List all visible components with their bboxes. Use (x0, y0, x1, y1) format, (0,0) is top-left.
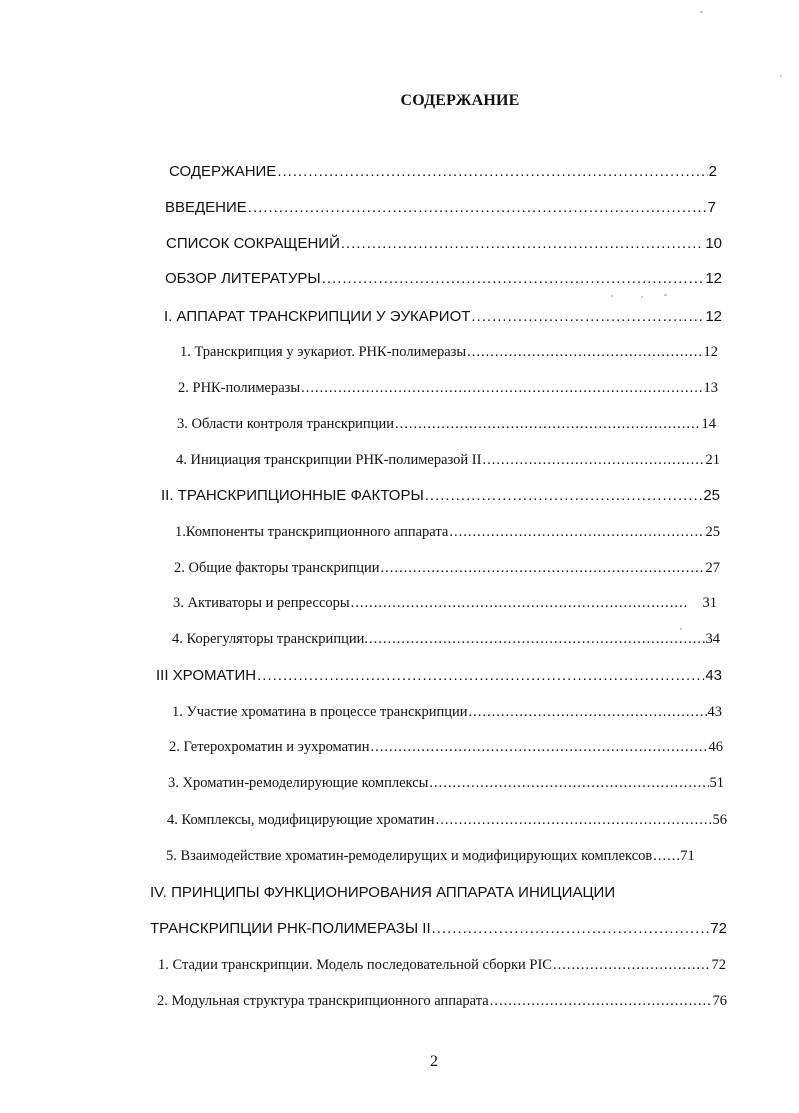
toc-entry (172, 704, 722, 726)
scan-speck (641, 296, 643, 298)
toc-entry (169, 163, 717, 185)
page-title: СОДЕРЖАНИЕ (400, 92, 520, 109)
toc-entry-label: 2. РНК-полимеразы (178, 380, 301, 396)
leader-dots (257, 667, 704, 684)
toc-entry-label: ОБЗОР ЛИТЕРАТУРЫ (165, 270, 321, 287)
toc-entry-page: 10 (705, 235, 722, 252)
toc-entry-label: 3. Хроматин-ремоделирующие комплексы (168, 775, 429, 791)
leader-dots (369, 631, 705, 648)
toc-entry-label: 2. Общие факторы транскрипции (174, 560, 380, 576)
toc-entry-label: 3. Области контроля транскрипции (177, 416, 394, 432)
scan-speck (780, 75, 782, 77)
toc-entry-page: 72 (711, 957, 726, 973)
toc-entry (161, 487, 720, 509)
toc-entry (174, 560, 720, 582)
toc-entry (156, 667, 722, 689)
leader-dots (469, 704, 707, 721)
toc-entry (180, 344, 718, 366)
toc-entry-page: 14 (701, 416, 716, 432)
toc-entry (158, 957, 726, 979)
toc-entry-page: 12 (703, 344, 718, 360)
toc-entry-page: 31 (702, 595, 717, 611)
page-number: 2 (430, 1053, 438, 1070)
toc-entry (175, 524, 720, 546)
toc-entry-page: 46 (708, 739, 723, 755)
leader-dots (341, 235, 704, 252)
toc-entry-page: 12 (705, 270, 722, 287)
scan-speck (680, 628, 682, 630)
toc-entry-page: 25 (705, 524, 720, 540)
leader-dots (467, 344, 702, 361)
toc-entry (177, 416, 716, 438)
toc-entry-page: 56 (712, 812, 727, 828)
toc-entry-label: СОДЕРЖАНИЕ (169, 163, 277, 180)
toc-entry-label: III ХРОМАТИН (156, 667, 257, 684)
leader-dots (277, 163, 707, 180)
toc-entry (168, 775, 724, 797)
leader-dots (653, 848, 679, 865)
toc-entry-page: 76 (712, 993, 727, 1009)
leader-dots (395, 416, 701, 433)
leader-dots (371, 739, 708, 756)
toc-entry-page: 27 (705, 560, 720, 576)
toc-entry-page: 72 (710, 920, 727, 937)
leader-dots (425, 487, 703, 504)
toc-entry-page: 51 (709, 775, 724, 791)
leader-dots (436, 812, 712, 829)
toc-entry (150, 884, 710, 906)
toc-entry (172, 631, 720, 653)
leader-dots (248, 199, 707, 216)
toc-entry (167, 812, 727, 834)
leader-dots (429, 775, 708, 792)
toc-entry-page: 7 (707, 199, 716, 216)
leader-dots (449, 524, 704, 541)
toc-entry-page: 43 (707, 704, 722, 720)
toc-entry-label: 5. Взаимодействие хроматин-ремоделирущих и модифицирующих комплексов (166, 848, 653, 864)
toc-entry-label: ТРАНСКРИПЦИИ РНК-ПОЛИМЕРАЗЫ II (150, 920, 431, 937)
toc-entry (157, 993, 727, 1015)
toc-entry-label: 1. Участие хроматина в процессе транскрипции (172, 704, 468, 720)
toc-entry (169, 739, 723, 761)
toc-entry (178, 380, 718, 402)
toc-entry-label: 4. Корегуляторы транскрипции. (172, 631, 368, 647)
toc-entry-label: 1. Транскрипция у эукариот. РНК-полимеразы (180, 344, 467, 360)
toc-entry-label: IV. ПРИНЦИПЫ ФУНКЦИОНИРОВАНИЯ АППАРАТА ИНИЦИАЦИИ (150, 884, 616, 901)
toc-entry (166, 848, 733, 870)
toc-entry-page: 25 (703, 487, 720, 504)
toc-entry-label: 1. Стадии транскрипции. Модель последовательной сборки PIC (158, 957, 552, 973)
leader-dots (381, 560, 705, 577)
leader-dots (490, 993, 712, 1010)
toc-entry-label: 4. Комплексы, модифицирующие хроматин (167, 812, 435, 828)
toc-entry (150, 920, 727, 942)
toc-entry (165, 270, 722, 292)
toc-entry-label: СПИСОК СОКРАЩЕНИЙ (166, 235, 340, 252)
toc-entry (166, 235, 722, 257)
toc-entry-label: I. АППАРАТ ТРАНСКРИПЦИИ У ЭУКАРИОТ (164, 308, 471, 325)
leader-dots (553, 957, 711, 974)
toc-entry (165, 199, 716, 221)
toc-entry-page: 21 (705, 452, 720, 468)
toc-entry-page: 71 (680, 848, 695, 864)
toc-entry-page: 12 (705, 308, 722, 325)
leader-dots (301, 380, 702, 397)
scan-speck (611, 295, 613, 297)
scan-speck (700, 11, 703, 13)
toc-entry (164, 308, 722, 330)
toc-entry-label: 3. Активаторы и репрессоры (173, 595, 350, 611)
toc-entry-page: 13 (703, 380, 718, 396)
toc-entry-page: 2 (708, 163, 717, 180)
leader-dots (432, 920, 710, 937)
toc-entry-label: II. ТРАНСКРИПЦИОННЫЕ ФАКТОРЫ (161, 487, 424, 504)
toc-entry-label: 1.Компоненты транскрипционного аппарата (175, 524, 449, 540)
toc-entry (176, 452, 720, 474)
toc-entry-label: 2. Модульная структура транскрипционного аппарата (157, 993, 489, 1009)
leader-dots (471, 308, 704, 325)
leader-dots (482, 452, 704, 469)
toc-entry-label: 4. Инициация транскрипции РНК-полимеразой II (176, 452, 482, 468)
toc-entry-label: ВВЕДЕНИЕ (165, 199, 247, 216)
toc-entry-label: 2. Гетерохроматин и эухроматин (169, 739, 370, 755)
scan-speck (664, 294, 667, 296)
leader-dots (351, 595, 689, 612)
toc-entry (173, 595, 717, 617)
leader-dots (322, 270, 705, 287)
toc-entry-page: 34 (705, 631, 720, 647)
toc-entry-page: 43 (705, 667, 722, 684)
